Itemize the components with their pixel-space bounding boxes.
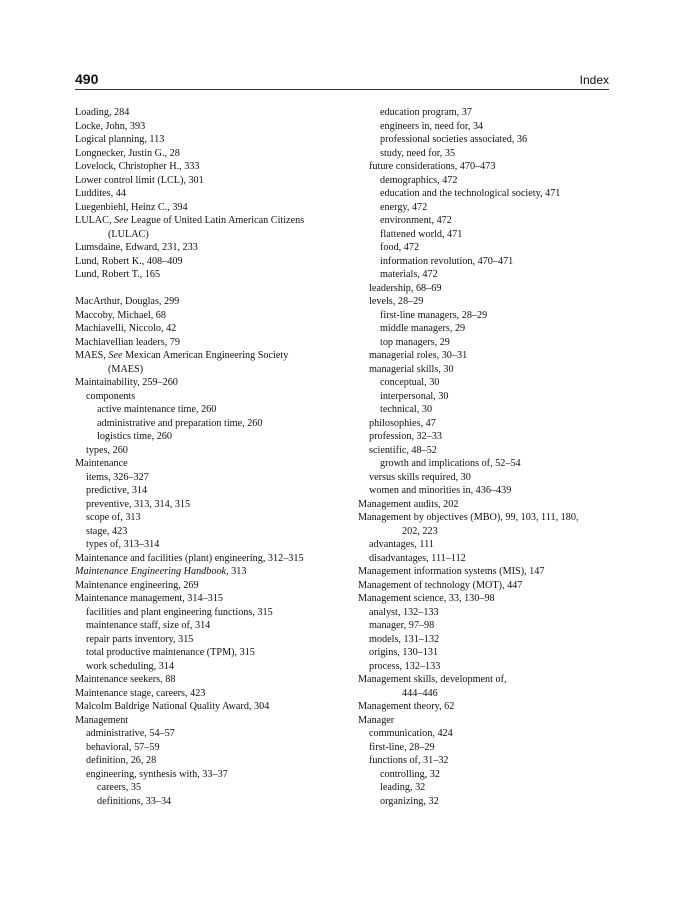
index-entry xyxy=(358,295,633,309)
entry-text: LULAC, xyxy=(75,215,115,226)
index-entry xyxy=(75,498,350,512)
index-entry xyxy=(75,106,350,120)
index-entry xyxy=(75,484,350,498)
entry-text: controlling, 32 xyxy=(380,768,440,780)
entry-text: models, 131–132 xyxy=(369,633,440,645)
index-entry xyxy=(358,430,633,444)
index-entry xyxy=(75,646,350,660)
index-entry xyxy=(75,525,350,539)
entry-text: Management xyxy=(75,714,129,726)
index-entry xyxy=(358,606,633,620)
index-entry xyxy=(75,781,350,795)
entry-text: Lower control limit (LCL), 301 xyxy=(75,174,204,186)
entry-text: top managers, 29 xyxy=(380,336,450,348)
index-entry xyxy=(75,565,350,579)
index-entry xyxy=(358,592,633,606)
index-entry xyxy=(358,619,633,633)
entry-text: advantages, 111 xyxy=(369,539,434,550)
entry-continuation: (LULAC) xyxy=(108,228,149,240)
entry-text: communication, 424 xyxy=(369,728,453,739)
index-entry xyxy=(75,214,350,241)
index-entry xyxy=(358,444,633,458)
entry-title-italic: Maintenance Engineering Handbook xyxy=(75,566,227,577)
index-entry xyxy=(358,714,633,728)
index-entry xyxy=(75,417,350,431)
entry-text: Management theory, 62 xyxy=(358,701,455,712)
index-entry xyxy=(75,768,350,782)
entry-text: Management of technology (MOT), 447 xyxy=(358,579,523,591)
entry-text: active maintenance time, 260 xyxy=(97,404,217,415)
index-entry xyxy=(358,754,633,768)
entry-text: Locke, John, 393 xyxy=(75,120,146,132)
index-entry xyxy=(358,781,633,795)
index-entry xyxy=(75,390,350,404)
index-entry xyxy=(358,282,633,296)
index-entry xyxy=(75,268,350,282)
entry-text: components xyxy=(86,390,136,402)
index-column-left xyxy=(75,106,350,808)
see-reference: See xyxy=(108,350,123,361)
index-entry xyxy=(75,133,350,147)
index-entry xyxy=(358,417,633,431)
index-entry xyxy=(358,390,633,404)
index-entry xyxy=(358,201,633,215)
entry-text: manager, 97–98 xyxy=(369,620,435,631)
entry-text: growth and implications of, 52–54 xyxy=(380,458,521,469)
index-entry xyxy=(358,255,633,269)
entry-text: education and the technological society, 471 xyxy=(380,188,561,199)
index-entry xyxy=(75,174,350,188)
index-entry xyxy=(358,268,633,282)
index-entry xyxy=(358,498,633,512)
index-entry xyxy=(358,160,633,174)
index-entry xyxy=(75,754,350,768)
entry-text: flattened world, 471 xyxy=(380,228,463,240)
index-entry xyxy=(75,309,350,323)
entry-text: Longnecker, Justin G., 28 xyxy=(75,147,180,159)
index-entry xyxy=(358,538,633,552)
entry-text: Mexican American Engineering Society xyxy=(122,350,289,361)
index-entry xyxy=(358,660,633,674)
entry-text: preventive, 313, 314, 315 xyxy=(86,498,191,510)
entry-text: Maintenance seekers, 88 xyxy=(75,674,176,685)
entry-text: food, 472 xyxy=(380,242,420,253)
entry-text: Maintenance stage, careers, 423 xyxy=(75,687,206,699)
entry-text: first-line, 28–29 xyxy=(369,741,435,753)
entry-text: disadvantages, 111–112 xyxy=(369,552,466,564)
index-entry xyxy=(75,120,350,134)
entry-text: , 313 xyxy=(226,566,247,577)
index-entry xyxy=(75,403,350,417)
entry-text: total productive maintenance (TPM), 315 xyxy=(86,647,255,658)
entry-text: Machiavelli, Niccolo, 42 xyxy=(75,323,177,334)
entry-text: middle managers, 29 xyxy=(380,323,466,334)
index-entry xyxy=(75,201,350,215)
entry-text: work scheduling, 314 xyxy=(86,660,174,672)
entry-text: future considerations, 470–473 xyxy=(369,161,496,172)
entry-text: Lumsdaine, Edward, 231, 233 xyxy=(75,242,198,253)
entry-text: education program, 37 xyxy=(380,107,472,118)
entry-text: Machiavellian leaders, 79 xyxy=(75,336,180,348)
index-entry xyxy=(75,538,350,552)
index-entry xyxy=(75,660,350,674)
entry-text: materials, 472 xyxy=(380,269,438,280)
index-entry xyxy=(358,309,633,323)
index-entry xyxy=(358,376,633,390)
entry-text: versus skills required, 30 xyxy=(369,471,471,483)
entry-text: leadership, 68–69 xyxy=(369,282,442,294)
index-entry xyxy=(75,147,350,161)
entry-text: information revolution, 470–471 xyxy=(380,255,514,267)
entry-text: Management audits, 202 xyxy=(358,498,459,510)
entry-text: types of, 313–314 xyxy=(86,539,160,550)
entry-text: League of United Latin American Citizens xyxy=(128,215,305,226)
index-entry xyxy=(75,336,350,350)
index-column-right xyxy=(358,106,633,808)
index-entry xyxy=(358,565,633,579)
index-entry xyxy=(358,214,633,228)
index-entry xyxy=(75,255,350,269)
index-entry xyxy=(358,120,633,134)
index-entry xyxy=(358,322,633,336)
index-entry xyxy=(358,187,633,201)
entry-text: Maintenance management, 314–315 xyxy=(75,593,223,604)
index-entry xyxy=(75,471,350,485)
entry-text: Luddites, 44 xyxy=(75,188,126,199)
index-entry xyxy=(358,700,633,714)
entry-text: Logical planning, 113 xyxy=(75,134,165,145)
index-entry xyxy=(358,403,633,417)
entry-text: Maintenance and facilities (plant) engineering, 312–315 xyxy=(75,552,304,564)
index-entry xyxy=(75,714,350,728)
index-entry xyxy=(358,511,633,538)
entry-text: Luegenbiehl, Heinz C., 394 xyxy=(75,201,188,213)
index-entry xyxy=(75,579,350,593)
entry-text: Maintenance engineering, 269 xyxy=(75,579,199,591)
index-entry xyxy=(75,295,350,309)
index-entry xyxy=(358,147,633,161)
entry-text: maintenance staff, size of, 314 xyxy=(86,620,211,631)
entry-text: facilities and plant engineering functions, 315 xyxy=(86,606,273,618)
entry-continuation: 444–446 xyxy=(402,687,438,699)
index-entry xyxy=(75,241,350,255)
index-entry xyxy=(75,687,350,701)
entry-text: organizing, 32 xyxy=(380,795,439,807)
entry-text: Lund, Robert T., 165 xyxy=(75,269,161,280)
entry-text: MAES, xyxy=(75,350,109,361)
index-entry xyxy=(358,646,633,660)
index-entry xyxy=(75,322,350,336)
entry-text: conceptual, 30 xyxy=(380,377,440,388)
index-entry xyxy=(358,174,633,188)
index-entry xyxy=(75,511,350,525)
entry-text: origins, 130–131 xyxy=(369,647,439,658)
entry-text: Manager xyxy=(358,714,395,726)
entry-text: behavioral, 57–59 xyxy=(86,741,160,753)
entry-text: types, 260 xyxy=(86,444,128,456)
entry-text: Management by objectives (MBO), 99, 103, 111, 180, xyxy=(358,512,579,523)
entry-text: study, need for, 35 xyxy=(380,147,456,159)
running-head: Index xyxy=(579,73,609,87)
entry-text: Lund, Robert K., 408–409 xyxy=(75,255,183,267)
entry-text: functions of, 31–32 xyxy=(369,755,449,766)
index-entry xyxy=(75,376,350,390)
index-entry xyxy=(358,241,633,255)
index-entry xyxy=(358,133,633,147)
page-number: 490 xyxy=(75,71,99,87)
entry-text: logistics time, 260 xyxy=(97,431,172,442)
entry-text: Lovelock, Christopher H., 333 xyxy=(75,161,200,172)
entry-text: careers, 35 xyxy=(97,782,142,793)
entry-text: environment, 472 xyxy=(380,215,452,226)
index-entry xyxy=(358,471,633,485)
entry-text: energy, 472 xyxy=(380,201,428,213)
entry-text: repair parts inventory, 315 xyxy=(86,633,194,645)
index-entry xyxy=(75,349,350,376)
entry-text: scope of, 313 xyxy=(86,512,141,523)
entry-text: Maintainability, 259–260 xyxy=(75,377,178,388)
index-entry xyxy=(358,228,633,242)
index-entry xyxy=(358,336,633,350)
entry-text: Malcolm Baldrige National Quality Award, 304 xyxy=(75,701,270,712)
index-entry xyxy=(75,444,350,458)
index-entry xyxy=(358,484,633,498)
index-entry xyxy=(358,349,633,363)
entry-text: Maccoby, Michael, 68 xyxy=(75,309,166,321)
entry-text: engineering, synthesis with, 33–37 xyxy=(86,768,228,780)
entry-text: stage, 423 xyxy=(86,525,128,537)
index-entry xyxy=(358,673,633,700)
entry-text: scientific, 48–52 xyxy=(369,444,437,456)
index-entry xyxy=(75,606,350,620)
entry-text: items, 326–327 xyxy=(86,471,149,483)
entry-text: analyst, 132–133 xyxy=(369,606,439,618)
index-entry xyxy=(75,727,350,741)
index-entry xyxy=(358,768,633,782)
index-entry xyxy=(358,363,633,377)
see-reference: See xyxy=(114,215,129,226)
entry-text: definition, 26, 28 xyxy=(86,755,157,766)
entry-text: professional societies associated, 36 xyxy=(380,134,528,145)
index-entry xyxy=(75,673,350,687)
entry-text: engineers in, need for, 34 xyxy=(380,120,484,132)
index-entry xyxy=(358,106,633,120)
index-entry xyxy=(75,795,350,809)
entry-text: philosophies, 47 xyxy=(369,417,436,429)
entry-text: leading, 32 xyxy=(380,782,426,793)
index-entry xyxy=(75,741,350,755)
index-entry xyxy=(358,633,633,647)
entry-text: Management information systems (MIS), 147 xyxy=(358,566,545,577)
header-rule xyxy=(75,89,609,90)
index-entry xyxy=(75,633,350,647)
entry-text: profession, 32–33 xyxy=(369,431,443,442)
entry-text: MacArthur, Douglas, 299 xyxy=(75,296,180,307)
entry-text: interpersonal, 30 xyxy=(380,390,449,402)
index-entry xyxy=(75,592,350,606)
entry-text: technical, 30 xyxy=(380,404,433,415)
entry-text: Management skills, development of, xyxy=(358,674,507,685)
entry-text: predictive, 314 xyxy=(86,485,148,496)
entry-text: administrative and preparation time, 260 xyxy=(97,417,263,429)
entry-text: Management science, 33, 130–98 xyxy=(358,593,495,604)
entry-text: administrative, 54–57 xyxy=(86,728,175,739)
index-entry xyxy=(358,741,633,755)
index-entry xyxy=(75,160,350,174)
entry-text: definitions, 33–34 xyxy=(97,795,172,807)
entry-text: process, 132–133 xyxy=(369,660,441,672)
entry-text: managerial roles, 30–31 xyxy=(369,350,468,361)
entry-text: women and minorities in, 436–439 xyxy=(369,485,512,496)
index-entry xyxy=(75,552,350,566)
index-entry xyxy=(75,700,350,714)
index-entry xyxy=(358,552,633,566)
entry-text: first-line managers, 28–29 xyxy=(380,309,488,321)
entry-text: demographics, 472 xyxy=(380,174,458,186)
index-entry xyxy=(75,430,350,444)
index-entry xyxy=(358,795,633,809)
index-entry xyxy=(75,619,350,633)
index-entry xyxy=(358,457,633,471)
index-entry xyxy=(358,579,633,593)
index-entry xyxy=(75,187,350,201)
entry-continuation: (MAES) xyxy=(108,363,144,375)
entry-text: Maintenance xyxy=(75,458,128,469)
index-entry xyxy=(75,457,350,471)
entry-continuation: 202, 223 xyxy=(402,525,438,537)
entry-text: levels, 28–29 xyxy=(369,296,424,307)
entry-text: managerial skills, 30 xyxy=(369,363,454,375)
entry-text: Loading, 284 xyxy=(75,107,130,118)
index-entry xyxy=(358,727,633,741)
